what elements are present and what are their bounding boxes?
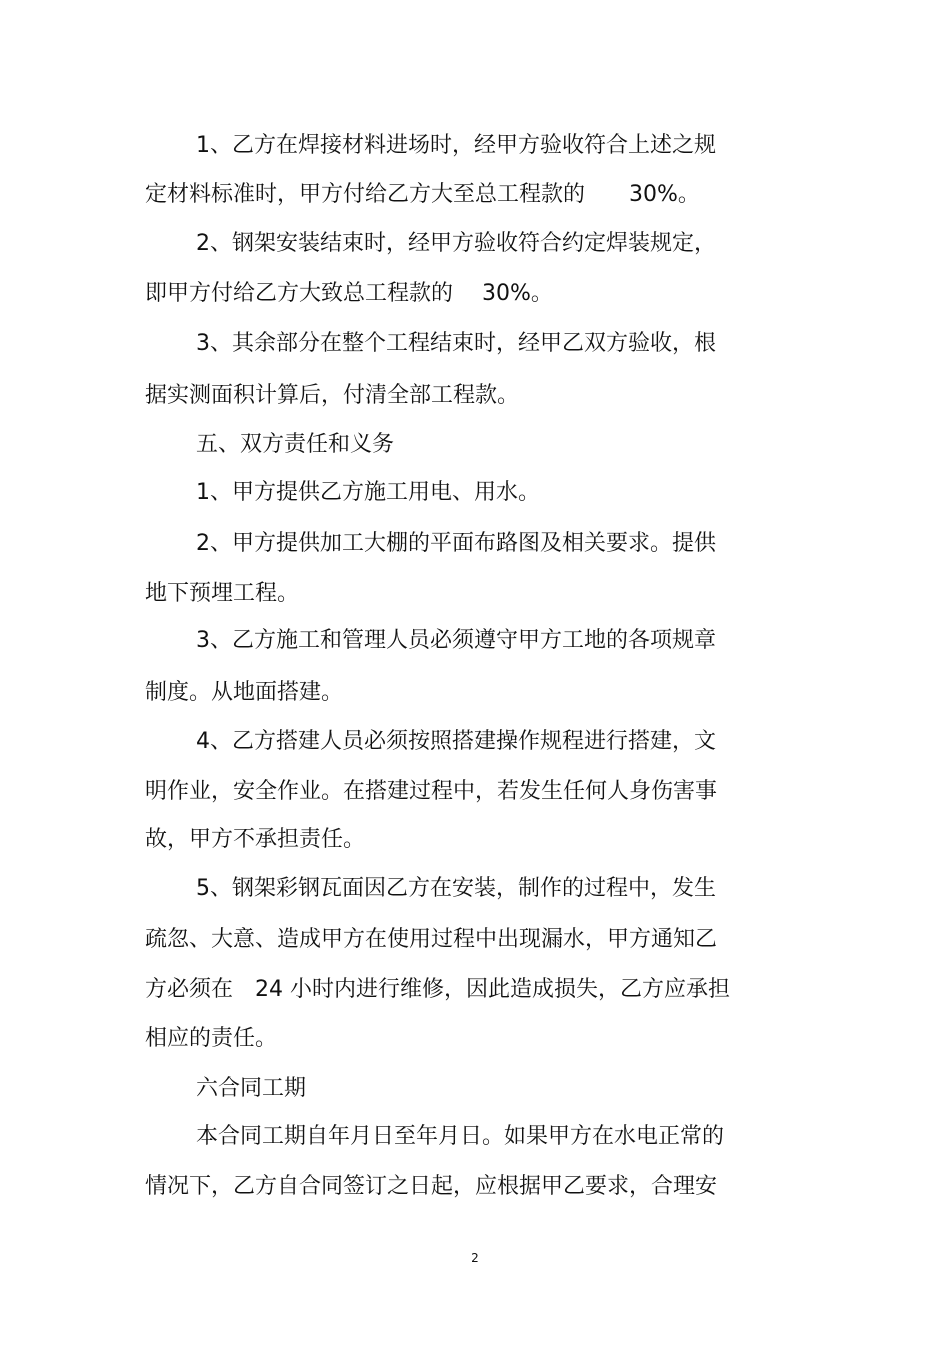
text-line: 地下预埋工程。 [145, 581, 300, 606]
text-line: 3、其余部分在整个工程结束时，经甲乙双方验收，根 [196, 331, 716, 356]
text-line: 明作业，安全作业。在搭建过程中，若发生任何人身伤害事 [145, 779, 718, 804]
text-line: 故，甲方不承担责任。 [145, 827, 366, 852]
text-line: 定材料标准时，甲方付给乙方大至总工程款的 30%。 [145, 182, 700, 207]
text-line: 1、乙方在焊接材料进场时，经甲方验收符合上述之规 [196, 133, 716, 158]
section-heading: 六合同工期 [196, 1076, 307, 1101]
text-line: 即甲方付给乙方大致总工程款的 30%。 [145, 281, 553, 306]
text-line: 2、甲方提供加工大棚的平面布路图及相关要求。提供 [196, 531, 716, 556]
text-line: 5、钢架彩钢瓦面因乙方在安装，制作的过程中，发生 [196, 876, 716, 901]
text-line: 本合同工期自年月日至年月日。如果甲方在水电正常的 [196, 1124, 725, 1149]
section-heading: 五、双方责任和义务 [196, 432, 395, 457]
text-line: 情况下，乙方自合同签订之日起，应根据甲乙要求，合理安 [145, 1174, 718, 1199]
text-line: 1、甲方提供乙方施工用电、用水。 [196, 480, 540, 505]
text-line: 制度。从地面搭建。 [145, 680, 344, 705]
text-line: 2、钢架安装结束时，经甲方验收符合约定焊装规定， [196, 231, 716, 256]
text-line: 相应的责任。 [145, 1026, 278, 1051]
text-line: 方必须在 24 小时内进行维修，因此造成损失，乙方应承担 [145, 977, 730, 1002]
text-line: 4、乙方搭建人员必须按照搭建操作规程进行搭建，文 [196, 729, 716, 754]
text-line: 3、乙方施工和管理人员必须遵守甲方工地的各项规章 [196, 628, 716, 653]
text-line: 疏忽、大意、造成甲方在使用过程中出现漏水，甲方通知乙 [145, 927, 718, 952]
text-line: 据实测面积计算后，付清全部工程款。 [145, 383, 520, 408]
page-number: 2 [471, 1251, 479, 1265]
